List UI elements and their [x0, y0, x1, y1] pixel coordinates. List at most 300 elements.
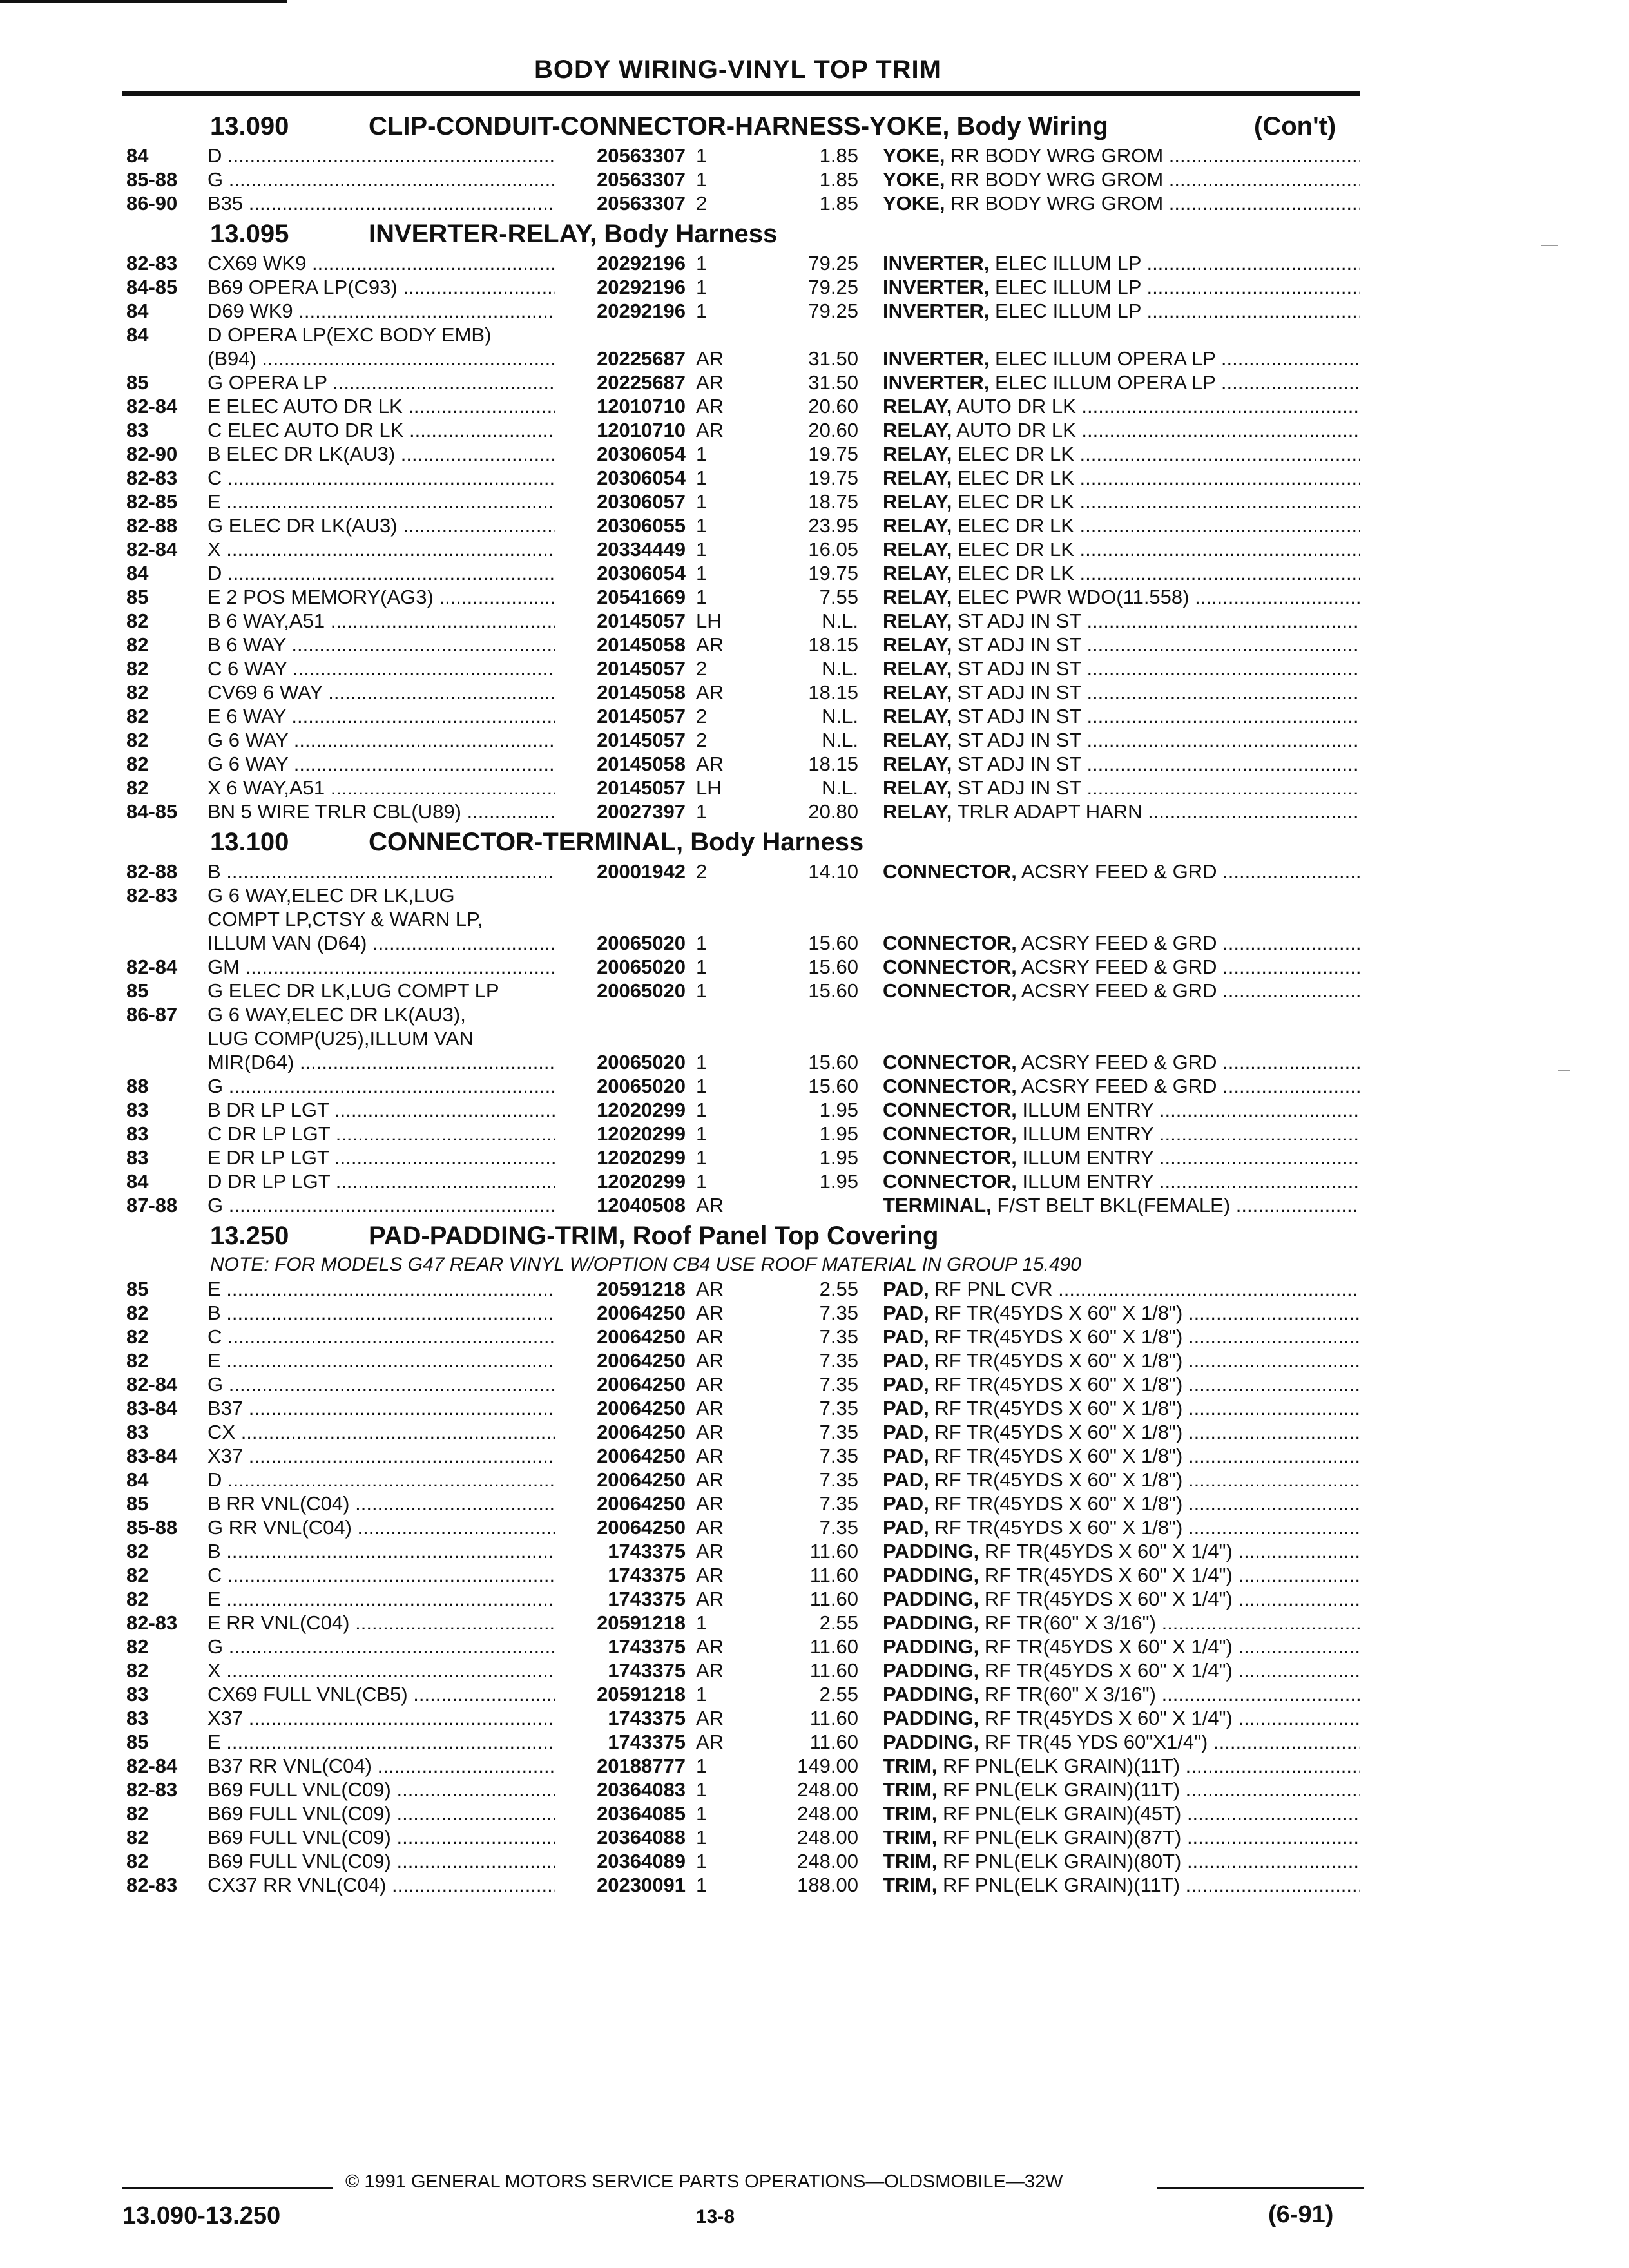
note-text: NOTE: FOR MODELS G47 REAR VINYL W/OPTION CB4 USE ROOF MATERIAL IN GROUP 15.490 — [210, 1254, 1081, 1275]
model-description: B 6 WAY ..... — [207, 633, 555, 657]
model-years: 82 — [126, 657, 149, 680]
quantity: 1 — [696, 1051, 708, 1073]
quantity: 1 — [696, 538, 708, 561]
list-price: 1.85 — [819, 168, 858, 191]
list-price: 2.55 — [819, 1683, 858, 1706]
part-name: PAD, RF TR(45YDS X 60" X 1/8") ..... — [883, 1468, 1360, 1492]
model-description: B ..... — [207, 1302, 555, 1325]
quantity: AR — [696, 371, 724, 394]
model-description: C ..... — [207, 1564, 555, 1587]
parts-row — [0, 1051, 1629, 1075]
list-price: 18.75 — [808, 490, 858, 513]
quantity: AR — [696, 681, 724, 704]
parts-row — [0, 1421, 1629, 1445]
list-price: 19.75 — [808, 466, 858, 489]
list-price: 2.55 — [819, 1278, 858, 1300]
parts-row — [0, 562, 1629, 586]
model-description: GM ..... — [207, 956, 555, 979]
part-number: 20064250 — [597, 1302, 686, 1324]
model-years: 82 — [126, 1635, 149, 1658]
parts-row — [0, 1731, 1629, 1754]
part-number: 20065020 — [597, 979, 686, 1002]
model-description: COMPT LP,CTSY & WARN LP, — [207, 908, 483, 930]
part-name: RELAY, ELEC DR LK ..... — [883, 562, 1360, 585]
model-description: E 2 POS MEMORY(AG3) ..... — [207, 586, 555, 609]
part-number: 20292196 — [597, 252, 686, 274]
part-number: 20563307 — [597, 192, 686, 215]
part-name: RELAY, ELEC DR LK ..... — [883, 538, 1360, 561]
part-name: RELAY, ST ADJ IN ST ..... — [883, 705, 1360, 728]
parts-row — [0, 932, 1629, 956]
part-name: CONNECTOR, ACSRY FEED & GRD ..... — [883, 860, 1360, 883]
parts-row — [0, 776, 1629, 800]
part-number: 20065020 — [597, 956, 686, 978]
list-price: 19.75 — [808, 562, 858, 584]
quantity: AR — [696, 1349, 724, 1372]
quantity: 1 — [696, 586, 708, 608]
parts-row — [0, 1778, 1629, 1802]
part-name: RELAY, AUTO DR LK ..... — [883, 419, 1360, 442]
part-name: PADDING, RF TR(45YDS X 60" X 1/4") ..... — [883, 1564, 1360, 1587]
part-name: RELAY, ST ADJ IN ST ..... — [883, 729, 1360, 752]
model-years: 83 — [126, 1707, 149, 1729]
part-number: 20145058 — [597, 633, 686, 656]
quantity: 1 — [696, 562, 708, 584]
quantity: 2 — [696, 860, 708, 883]
quantity: 1 — [696, 276, 708, 298]
part-number: 20064250 — [597, 1397, 686, 1419]
model-description: B ..... — [207, 860, 555, 883]
parts-row — [0, 1302, 1629, 1325]
model-description: E ..... — [207, 1278, 555, 1301]
parts-row — [0, 884, 1629, 908]
part-name: PADDING, RF TR(45YDS X 60" X 1/4") ..... — [883, 1540, 1360, 1563]
quantity: AR — [696, 1325, 724, 1348]
model-description: B69 FULL VNL(C09) ..... — [207, 1802, 555, 1825]
group-title: CLIP-CONDUIT-CONNECTOR-HARNESS-YOKE, Body Wiring — [369, 112, 1108, 140]
model-description: ILLUM VAN (D64) ..... — [207, 932, 555, 955]
part-name: PAD, RF TR(45YDS X 60" X 1/8") ..... — [883, 1397, 1360, 1420]
parts-row — [0, 1349, 1629, 1373]
quantity: AR — [696, 1302, 724, 1324]
list-price: 20.60 — [808, 419, 858, 441]
model-years: 82 — [126, 729, 149, 751]
parts-row — [0, 144, 1629, 168]
model-description: G ..... — [207, 1075, 555, 1098]
part-name: RELAY, ST ADJ IN ST ..... — [883, 657, 1360, 680]
parts-row — [0, 1492, 1629, 1516]
part-name: TRIM, RF PNL(ELK GRAIN)(45T) ..... — [883, 1802, 1360, 1825]
parts-row — [0, 1874, 1629, 1898]
model-description: B69 FULL VNL(C09) ..... — [207, 1826, 555, 1849]
part-name: RELAY, ELEC PWR WDO(11.558) ..... — [883, 586, 1360, 609]
model-years: 85-88 — [126, 168, 178, 191]
quantity: 1 — [696, 1170, 708, 1193]
model-years: 83 — [126, 1421, 149, 1443]
model-description: G 6 WAY,ELEC DR LK(AU3), — [207, 1003, 466, 1026]
part-name: PAD, RF TR(45YDS X 60" X 1/8") ..... — [883, 1373, 1360, 1396]
part-number: 20064250 — [597, 1468, 686, 1491]
parts-row — [0, 168, 1629, 192]
list-price: 11.60 — [809, 1540, 858, 1562]
quantity: AR — [696, 1635, 724, 1658]
model-years: 82 — [126, 1564, 149, 1586]
part-number: 20306054 — [597, 562, 686, 584]
list-price: 7.35 — [819, 1421, 858, 1443]
parts-row — [0, 1611, 1629, 1635]
quantity: AR — [696, 753, 724, 775]
parts-row — [0, 1373, 1629, 1397]
list-price: 19.75 — [808, 443, 858, 465]
model-description: G RR VNL(C04) ..... — [207, 1516, 555, 1539]
model-years: 82 — [126, 776, 149, 799]
parts-row — [0, 979, 1629, 1003]
parts-row — [0, 1122, 1629, 1146]
parts-row — [0, 1540, 1629, 1564]
footer-rule-left — [122, 2187, 333, 2189]
parts-row — [0, 1468, 1629, 1492]
quantity: AR — [696, 1492, 724, 1515]
parts-row — [0, 860, 1629, 884]
quantity: LH — [696, 776, 722, 799]
quantity: AR — [696, 1659, 724, 1682]
part-number: 1743375 — [608, 1659, 686, 1682]
part-name: PADDING, RF TR(45YDS X 60" X 1/4") ..... — [883, 1588, 1360, 1611]
model-description: CX69 FULL VNL(CB5) ..... — [207, 1683, 555, 1706]
list-price: 7.35 — [819, 1349, 858, 1372]
model-years: 84-85 — [126, 800, 178, 823]
part-name: TRIM, RF PNL(ELK GRAIN)(11T) ..... — [883, 1874, 1360, 1897]
quantity: 1 — [696, 1146, 708, 1169]
part-number: 12020299 — [597, 1146, 686, 1169]
group-continued: (Con't) — [1254, 112, 1336, 140]
list-price: 248.00 — [797, 1850, 858, 1872]
list-price: 248.00 — [797, 1778, 858, 1801]
part-name: RELAY, ELEC DR LK ..... — [883, 514, 1360, 537]
model-years: 84 — [126, 323, 149, 346]
part-number: 20188777 — [597, 1754, 686, 1777]
part-name: CONNECTOR, ILLUM ENTRY ..... — [883, 1146, 1360, 1169]
part-name: PAD, RF TR(45YDS X 60" X 1/8") ..... — [883, 1421, 1360, 1444]
model-description: E ..... — [207, 1731, 555, 1754]
model-years: 83 — [126, 1683, 149, 1706]
model-description: E ..... — [207, 1588, 555, 1611]
model-years: 82 — [126, 1802, 149, 1825]
part-number: 20145057 — [597, 776, 686, 799]
model-description: G 6 WAY ..... — [207, 753, 555, 776]
parts-row — [0, 1445, 1629, 1468]
part-number: 1743375 — [608, 1564, 686, 1586]
parts-row — [0, 1075, 1629, 1099]
list-price: 79.25 — [808, 300, 858, 322]
parts-row — [0, 657, 1629, 681]
quantity: 1 — [696, 1850, 708, 1872]
list-price: N.L. — [822, 657, 858, 680]
part-name: RELAY, ST ADJ IN ST ..... — [883, 753, 1360, 776]
quantity: AR — [696, 1194, 724, 1216]
model-years: 82-83 — [126, 1778, 178, 1801]
group-heading — [0, 108, 1629, 144]
quantity: AR — [696, 395, 724, 418]
part-number: 20591218 — [597, 1611, 686, 1634]
model-years: 82-88 — [126, 860, 178, 883]
list-price: 7.35 — [819, 1302, 858, 1324]
parts-row — [0, 490, 1629, 514]
model-description: B 6 WAY,A51 ..... — [207, 610, 555, 633]
list-price: 31.50 — [808, 371, 858, 394]
part-number: 20145058 — [597, 753, 686, 775]
part-number: 20065020 — [597, 932, 686, 954]
part-name: INVERTER, ELEC ILLUM LP ..... — [883, 300, 1360, 323]
list-price: 15.60 — [808, 956, 858, 978]
part-name: PADDING, RF TR(45YDS X 60" X 1/4") ..... — [883, 1635, 1360, 1658]
part-number: 20306054 — [597, 466, 686, 489]
group-heading — [0, 824, 1629, 860]
group-number: 13.100 — [210, 828, 289, 856]
part-number: 20230091 — [597, 1874, 686, 1896]
list-price: 1.85 — [819, 144, 858, 167]
model-description: B69 OPERA LP(C93) ..... — [207, 276, 555, 299]
quantity: 1 — [696, 1778, 708, 1801]
quantity: AR — [696, 1397, 724, 1419]
model-description: D ..... — [207, 562, 555, 585]
model-years: 83 — [126, 1122, 149, 1145]
model-description: E 6 WAY ..... — [207, 705, 555, 728]
part-number: 20064250 — [597, 1349, 686, 1372]
model-years: 85 — [126, 1278, 149, 1300]
part-number: 1743375 — [608, 1635, 686, 1658]
model-years: 82-85 — [126, 490, 178, 513]
quantity: 1 — [696, 466, 708, 489]
parts-row — [0, 633, 1629, 657]
quantity: 2 — [696, 657, 708, 680]
parts-row — [0, 1146, 1629, 1170]
group-number: 13.090 — [210, 112, 289, 140]
part-number: 20145057 — [597, 705, 686, 727]
parts-row — [0, 681, 1629, 705]
list-price: 1.95 — [819, 1099, 858, 1121]
model-years: 84 — [126, 144, 149, 167]
part-name: INVERTER, ELEC ILLUM OPERA LP ..... — [883, 371, 1360, 394]
quantity: 1 — [696, 1802, 708, 1825]
group-number: 13.095 — [210, 220, 289, 248]
parts-row — [0, 1397, 1629, 1421]
parts-row — [0, 1707, 1629, 1731]
model-years: 82-84 — [126, 538, 178, 561]
list-price: 31.50 — [808, 347, 858, 370]
parts-row — [0, 1659, 1629, 1683]
model-description: G ..... — [207, 168, 555, 191]
parts-row — [0, 1635, 1629, 1659]
parts-row — [0, 371, 1629, 395]
part-number: 20364088 — [597, 1826, 686, 1849]
list-price: 18.15 — [808, 753, 858, 775]
quantity: 2 — [696, 729, 708, 751]
list-price: 7.35 — [819, 1325, 858, 1348]
list-price: N.L. — [822, 729, 858, 751]
part-name: CONNECTOR, ACSRY FEED & GRD ..... — [883, 1075, 1360, 1098]
list-price: 11.60 — [809, 1588, 858, 1610]
group-title: PAD-PADDING-TRIM, Roof Panel Top Covering — [369, 1222, 939, 1250]
quantity: 1 — [696, 932, 708, 954]
model-description: C ..... — [207, 1325, 555, 1349]
parts-row — [0, 1278, 1629, 1302]
part-number: 20065020 — [597, 1051, 686, 1073]
part-number: 1743375 — [608, 1588, 686, 1610]
part-number: 20064250 — [597, 1445, 686, 1467]
part-number: 20563307 — [597, 144, 686, 167]
quantity: 1 — [696, 1075, 708, 1097]
part-name: YOKE, RR BODY WRG GROM ..... — [883, 192, 1360, 215]
part-name: PADDING, RF TR(60" X 3/16") ..... — [883, 1611, 1360, 1635]
part-name: TRIM, RF PNL(ELK GRAIN)(80T) ..... — [883, 1850, 1360, 1873]
model-description: G ..... — [207, 1373, 555, 1396]
model-years: 82-83 — [126, 466, 178, 489]
model-description: CX ..... — [207, 1421, 555, 1444]
quantity: 1 — [696, 490, 708, 513]
model-description: B37 RR VNL(C04) ..... — [207, 1754, 555, 1778]
quantity: 1 — [696, 1826, 708, 1849]
quantity: AR — [696, 1588, 724, 1610]
part-name: PADDING, RF TR(60" X 3/16") ..... — [883, 1683, 1360, 1706]
model-description: G ELEC DR LK(AU3) ..... — [207, 514, 555, 537]
model-years: 86-87 — [126, 1003, 178, 1026]
quantity: 1 — [696, 1611, 708, 1634]
model-description: B ..... — [207, 1540, 555, 1563]
model-description: B37 ..... — [207, 1397, 555, 1420]
quantity: 1 — [696, 144, 708, 167]
quantity: AR — [696, 1707, 724, 1729]
model-description: X37 ..... — [207, 1707, 555, 1730]
quantity: AR — [696, 1564, 724, 1586]
list-price: 7.55 — [819, 586, 858, 608]
part-name: CONNECTOR, ACSRY FEED & GRD ..... — [883, 932, 1360, 955]
part-number: 20591218 — [597, 1683, 686, 1706]
parts-row — [0, 300, 1629, 323]
quantity: AR — [696, 1468, 724, 1491]
model-years: 84-85 — [126, 276, 178, 298]
list-price: N.L. — [822, 705, 858, 727]
quantity: 1 — [696, 514, 708, 537]
model-description: C DR LP LGT ..... — [207, 1122, 555, 1146]
model-description: E DR LP LGT ..... — [207, 1146, 555, 1169]
model-description: D ..... — [207, 1468, 555, 1492]
list-price: 7.35 — [819, 1516, 858, 1539]
model-years: 82 — [126, 1302, 149, 1324]
part-number: 20064250 — [597, 1421, 686, 1443]
part-name: RELAY, ST ADJ IN ST ..... — [883, 610, 1360, 633]
parts-row — [0, 1325, 1629, 1349]
part-number: 12020299 — [597, 1099, 686, 1121]
list-price: 7.35 — [819, 1445, 858, 1467]
quantity: 2 — [696, 192, 708, 215]
model-years: 83 — [126, 419, 149, 441]
parts-row — [0, 1099, 1629, 1122]
part-number: 20064250 — [597, 1492, 686, 1515]
part-name: CONNECTOR, ILLUM ENTRY ..... — [883, 1099, 1360, 1122]
quantity: LH — [696, 610, 722, 632]
list-price: 15.60 — [808, 1075, 858, 1097]
part-number: 20064250 — [597, 1516, 686, 1539]
part-number: 20591218 — [597, 1278, 686, 1300]
parts-row — [0, 1516, 1629, 1540]
quantity: AR — [696, 1373, 724, 1396]
footer-rule-right — [1157, 2187, 1364, 2189]
model-description: E ELEC AUTO DR LK ..... — [207, 395, 555, 418]
part-name: TRIM, RF PNL(ELK GRAIN)(11T) ..... — [883, 1778, 1360, 1802]
quantity: 1 — [696, 800, 708, 823]
list-price: 11.60 — [809, 1731, 858, 1753]
model-years: 82 — [126, 1588, 149, 1610]
part-name: PAD, RF TR(45YDS X 60" X 1/8") ..... — [883, 1445, 1360, 1468]
part-name: YOKE, RR BODY WRG GROM ..... — [883, 168, 1360, 191]
parts-row — [0, 800, 1629, 824]
list-price: 7.35 — [819, 1373, 858, 1396]
part-name: RELAY, ST ADJ IN ST ..... — [883, 633, 1360, 657]
model-years: 83 — [126, 1146, 149, 1169]
model-description: D DR LP LGT ..... — [207, 1170, 555, 1193]
model-description: G 6 WAY ..... — [207, 729, 555, 752]
list-price: 18.15 — [808, 681, 858, 704]
part-name: RELAY, ELEC DR LK ..... — [883, 490, 1360, 514]
list-price: 20.80 — [808, 800, 858, 823]
part-number: 20225687 — [597, 347, 686, 370]
parts-row — [0, 956, 1629, 979]
model-description: B35 ..... — [207, 192, 555, 215]
part-name: PAD, RF TR(45YDS X 60" X 1/8") ..... — [883, 1349, 1360, 1372]
part-name: PADDING, RF TR(45YDS X 60" X 1/4") ..... — [883, 1707, 1360, 1730]
list-price: 11.60 — [809, 1635, 858, 1658]
model-description: (B94) ..... — [207, 347, 555, 370]
model-description: X 6 WAY,A51 ..... — [207, 776, 555, 800]
model-years: 83-84 — [126, 1445, 178, 1467]
quantity: 1 — [696, 1683, 708, 1706]
parts-row — [0, 705, 1629, 729]
list-price: 188.00 — [797, 1874, 858, 1896]
model-years: 84 — [126, 300, 149, 322]
list-price: 7.35 — [819, 1492, 858, 1515]
parts-row — [0, 1564, 1629, 1588]
parts-row — [0, 586, 1629, 610]
model-years: 82 — [126, 1850, 149, 1872]
list-price: 248.00 — [797, 1802, 858, 1825]
model-years: 82 — [126, 610, 149, 632]
list-price: N.L. — [822, 610, 858, 632]
quantity: 1 — [696, 1099, 708, 1121]
list-price: N.L. — [822, 776, 858, 799]
model-description: X37 ..... — [207, 1445, 555, 1468]
part-number: 20225687 — [597, 371, 686, 394]
part-name: PAD, RF TR(45YDS X 60" X 1/8") ..... — [883, 1516, 1360, 1539]
list-price: 11.60 — [809, 1659, 858, 1682]
model-years: 85 — [126, 586, 149, 608]
list-price: 79.25 — [808, 252, 858, 274]
part-name: INVERTER, ELEC ILLUM LP ..... — [883, 276, 1360, 299]
model-description: C ELEC AUTO DR LK ..... — [207, 419, 555, 442]
list-price: 16.05 — [808, 538, 858, 561]
list-price: 7.35 — [819, 1397, 858, 1419]
part-name: PADDING, RF TR(45 YDS 60"X1/4") ..... — [883, 1731, 1360, 1754]
quantity: AR — [696, 419, 724, 441]
model-years: 82 — [126, 753, 149, 775]
top-edge-rule — [0, 0, 287, 3]
part-name: YOKE, RR BODY WRG GROM ..... — [883, 144, 1360, 168]
part-number: 20541669 — [597, 586, 686, 608]
margin-mark — [1558, 1070, 1570, 1071]
list-price: 1.95 — [819, 1170, 858, 1193]
model-years: 82 — [126, 1659, 149, 1682]
model-years: 85 — [126, 1731, 149, 1753]
